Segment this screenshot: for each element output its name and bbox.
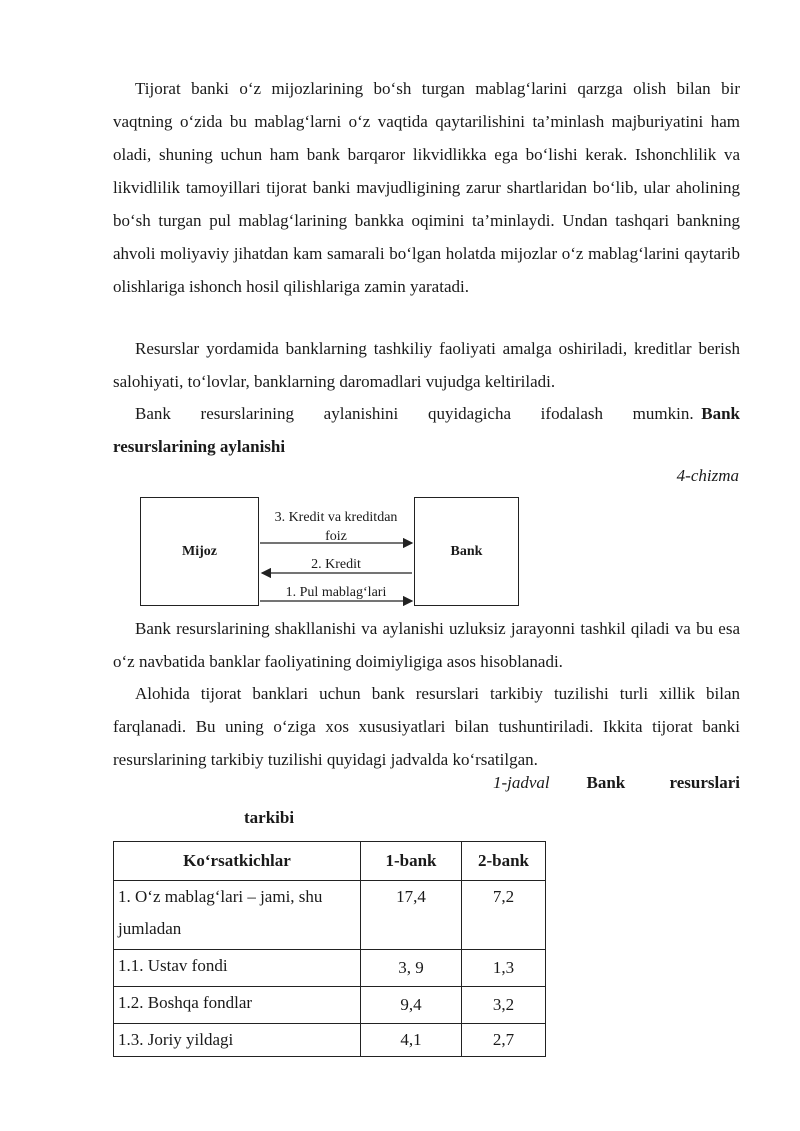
row-value-bank-1: 9,4 bbox=[361, 987, 462, 1024]
arrow-label-2: 2. Kredit bbox=[311, 557, 361, 572]
table-caption-line bbox=[493, 773, 740, 793]
row-value-bank-2: 3,2 bbox=[462, 987, 546, 1024]
paragraph-5: Alohida tijorat banklari uchun bank resurslari tarkibiy tuzilishi turli xillik bilan farqlanadi. Bu uning o‘ziga xos xususiyatlari bilan tushuntiriladi. Ikkita tijorat banki resurslarining tarkibiy tuzilishi quyidagi jadvalda ko‘rsatilgan. bbox=[113, 684, 740, 769]
arrow-label-3: 3. Kredit va kreditdan foiz bbox=[274, 510, 398, 544]
table-row bbox=[114, 950, 546, 987]
arrow-label-1: 1. Pul mablag‘lari bbox=[285, 585, 387, 600]
client-box-label: Mijoz bbox=[182, 543, 217, 559]
paragraph-1: Tijorat banki o‘z mijozlarining bo‘sh turgan mablag‘larini qarzga olish bilan bir vaqtning o‘zida bu mablag‘larni o‘z vaqtida qaytarilishini ta’minlash majburiyatini ham oladi, shuning uchun ham bank barqaror likvidlikka ega bo‘lishi kerak. Ishonchlilik va likvidlilik tamoyillari tijorat banki mavjudligining zarur shartlaridan bo‘lib, ular aholining bo‘sh turgan pul mablag‘larining bankka oqimini ta’minlaydi. Undan tashqari bankning ahvoli moliyaviy jihatdan kam samarali bo‘lgan holatda mijozlar o‘z mablag‘larini qaytarib olishlariga ishonch hosil qilishlariga zamin yaratadi. bbox=[113, 79, 740, 296]
table-caption-title-cont: tarkibi bbox=[244, 808, 295, 827]
header-bank-1: 1-bank bbox=[361, 842, 462, 881]
resources-table bbox=[113, 841, 546, 1057]
table-caption-number: 1-jadval bbox=[493, 773, 550, 792]
row-value-bank-2: 2,7 bbox=[462, 1024, 546, 1057]
bank-box-label: Bank bbox=[450, 543, 483, 559]
row-label: 1. O‘z mablag‘lari – jami, shu jumladan bbox=[114, 881, 361, 950]
row-value-bank-2: 7,2 bbox=[462, 881, 546, 950]
paragraph-2: Resurslar yordamida banklarning tashkiliy faoliyati amalga oshiriladi, kreditlar berish salohiyati, to‘lovlar, banklarning daromadlari vujudga keltiriladi. bbox=[113, 339, 740, 391]
table-caption-title: Bank resurslari bbox=[586, 773, 740, 792]
header-indicators: Ko‘rsatkichlar bbox=[114, 842, 361, 881]
row-label: 1.3. Joriy yildagi bbox=[114, 1024, 361, 1057]
row-value-bank-1: 17,4 bbox=[361, 881, 462, 950]
table-header-row bbox=[114, 842, 546, 881]
paragraph-4: Bank resurslarining shakllanishi va aylanishi uzluksiz jarayonni tashkil qiladi va bu esa o‘z navbatida banklar faoliyatining doimiyligiga asos hisoblanadi. bbox=[113, 619, 740, 671]
table-row bbox=[114, 987, 546, 1024]
row-value-bank-1: 4,1 bbox=[361, 1024, 462, 1057]
paragraph-3-text: Bank resurslarining aylanishini quyidagicha ifodalash mumkin. bbox=[135, 404, 694, 423]
row-label: 1.2. Boshqa fondlar bbox=[114, 987, 361, 1024]
table-row bbox=[114, 881, 546, 950]
row-value-bank-2: 1,3 bbox=[462, 950, 546, 987]
row-value-bank-1: 3, 9 bbox=[361, 950, 462, 987]
diagram-caption: 4-chizma bbox=[676, 466, 739, 485]
table-row bbox=[114, 1024, 546, 1057]
header-bank-2: 2-bank bbox=[462, 842, 546, 881]
diagram-title: Bank resurslarining aylanishi bbox=[113, 404, 741, 456]
row-label: 1.1. Ustav fondi bbox=[114, 950, 361, 987]
